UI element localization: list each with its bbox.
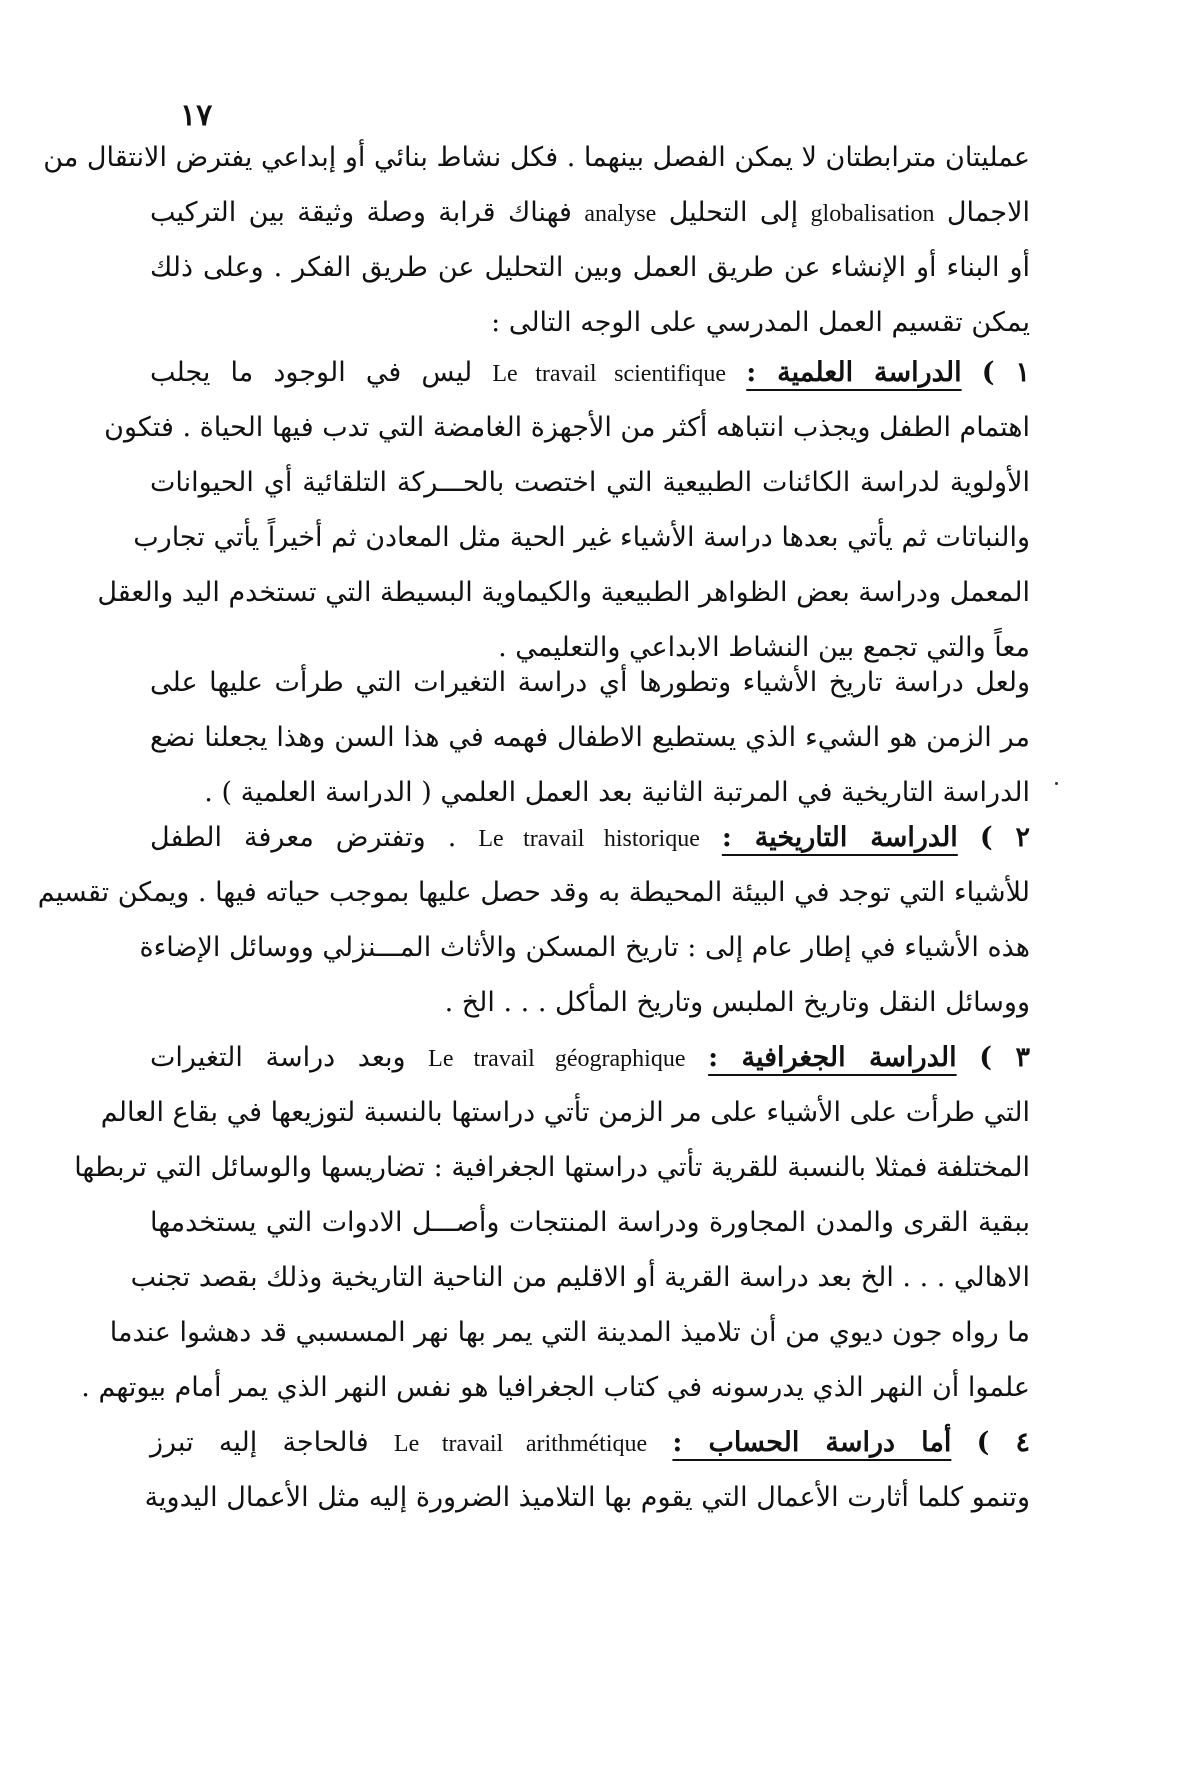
section-geographical	[74, 1030, 1030, 1415]
body-line: الدراسة التاريخية في المرتبة الثانية بعد العمل العلمي ( الدراسة العلمية ) .	[204, 777, 1030, 808]
section-title: الدراسة التاريخية :	[721, 822, 958, 853]
intro-line-3: أو البناء أو الإنشاء عن طريق العمل وبين التحليل عن طريق الفكر . وعلى ذلك	[150, 252, 1030, 283]
section-scientific	[97, 345, 1031, 675]
body-line: ووسائل النقل وتاريخ الملبس وتاريخ المأكل . . . الخ .	[444, 987, 1030, 1018]
latin-heading: Le travail historique	[478, 826, 700, 852]
latin-term-globalisation: globalisation	[810, 201, 935, 227]
heading-lead-text: . وتفترض معرفة الطفل	[150, 822, 457, 853]
intro-line-2-b: إلى التحليل	[668, 197, 799, 228]
body-line: معاً والتي تجمع بين النشاط الابداعي والتعليمي .	[498, 632, 1030, 663]
latin-heading: Le travail géographique	[428, 1046, 686, 1072]
section-historical	[37, 810, 1030, 1030]
section-title: الدراسة الجغرافية :	[708, 1042, 957, 1073]
heading-lead-text: ليس في الوجود ما يجلب	[150, 357, 473, 388]
section-historical-heading	[150, 810, 1030, 865]
section-title: الدراسة العلمية :	[746, 357, 962, 388]
body-line: المختلفة فمثلا بالنسبة للقرية تأتي دراستها الجغرافية : تضاريسها والوسائل التي تربطها	[74, 1152, 1030, 1183]
body-line: للأشياء التي توجد في البيئة المحيطة به وقد حصل عليها بموجب حياته فيها . ويمكن تقسيم	[37, 877, 1030, 908]
section-number: ٤ )	[976, 1427, 1030, 1458]
latin-heading: Le travail scientifique	[492, 361, 727, 387]
body-line: وتنمو كلما أثارت الأعمال التي يقوم بها التلاميذ الضرورة إليه مثل الأعمال اليدوية	[144, 1482, 1030, 1513]
body-line: المعمل ودراسة بعض الظواهر الطبيعية والكيماوية البسيطة التي تستخدم اليد والعقل	[97, 577, 1030, 608]
body-line: علموا أن النهر الذي يدرسونه في كتاب الجغرافيا هو نفس النهر الذي يمر أمام بيوتهم .	[81, 1372, 1030, 1403]
section-number: ٣ )	[979, 1042, 1030, 1073]
body-line: التي طرأت على الأشياء على مر الزمن تأتي دراستها بالنسبة لتوزيعها في بقاع العالم	[100, 1097, 1030, 1128]
body-line: الأولوية لدراسة الكائنات الطبيعية التي اختصت بالحـــركة التلقائية أي الحيوانات	[150, 467, 1030, 498]
body-line: والنباتات ثم يأتي بعدها دراسة الأشياء غير الحية مثل المعادن ثم أخيراً يأتي تجارب	[133, 522, 1030, 553]
intro-line-4: يمكن تقسيم العمل المدرسي على الوجه التالى :	[491, 307, 1030, 338]
section-arithmetic-heading	[150, 1415, 1030, 1470]
intro-line-1: عمليتان مترابطتان لا يمكن الفصل بينهما . فكل نشاط بنائي أو إبداعي يفترض الانتقال من	[43, 142, 1030, 173]
body-line: ما رواه جون ديوي من أن تلاميذ المدينة التي يمر بها نهر المسسبي قد دهشوا عندما	[109, 1317, 1030, 1348]
body-line: ولعل دراسة تاريخ الأشياء وتطورها أي دراسة التغيرات التي طرأت عليها على	[150, 667, 1030, 698]
section-number: ١ )	[981, 357, 1031, 388]
body-line: مر الزمن هو الشيء الذي يستطيع الاطفال فهمه في هذا السن وهذا يجعلنا نضع	[150, 722, 1030, 753]
heading-lead-text: فالحاجة إليه تبرز	[150, 1427, 369, 1458]
section-scientific-heading	[150, 345, 1030, 400]
section-arithmetic	[144, 1415, 1030, 1525]
intro-line-2-c: فهناك قرابة وصلة وثيقة بين التركيب	[150, 197, 572, 228]
scan-speck	[1055, 782, 1058, 785]
body-line: هذه الأشياء في إطار عام إلى : تاريخ المسكن والأثاث المـــنزلي ووسائل الإضاءة	[139, 932, 1030, 963]
intro-line-2	[150, 185, 1030, 240]
page-number: ١٧	[180, 98, 213, 133]
intro-paragraph	[43, 130, 1030, 350]
body-line: ببقية القرى والمدن المجاورة ودراسة المنتجات وأصـــل الادوات التي يستخدمها	[150, 1207, 1030, 1238]
body-line: الاهالي . . . الخ بعد دراسة القرية أو الاقليم من الناحية التاريخية وذلك بقصد تجنب	[130, 1262, 1030, 1293]
section-number: ٢ )	[979, 822, 1030, 853]
section-title: أما دراسة الحساب :	[672, 1427, 952, 1458]
history-transition-paragraph	[150, 655, 1030, 820]
heading-lead-text: وبعد دراسة التغيرات	[150, 1042, 406, 1073]
body-line: اهتمام الطفل ويجذب انتباهه أكثر من الأجهزة الغامضة التي تدب فيها الحياة . فتكون	[104, 412, 1030, 443]
section-geographical-heading	[150, 1030, 1030, 1085]
latin-term-analyse: analyse	[584, 201, 657, 227]
intro-line-2-a: الاجمال	[946, 197, 1030, 228]
latin-heading: Le travail arithmétique	[393, 1431, 648, 1457]
